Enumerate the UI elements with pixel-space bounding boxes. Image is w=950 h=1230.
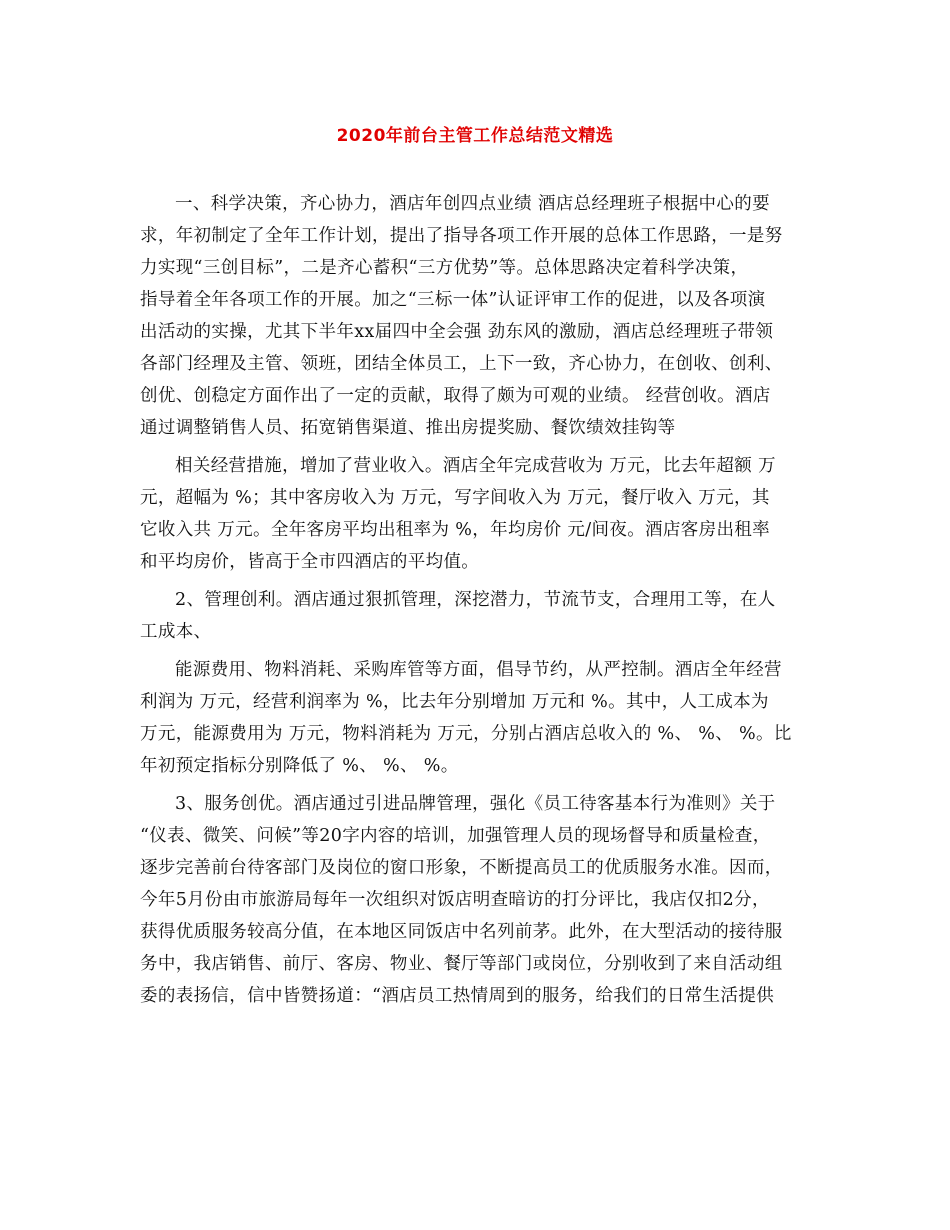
- document-body: [140, 188, 820, 1012]
- text-line: 获得优质服务较高分值，在本地区同饭店中名列前茅。此外，在大型活动的接待服: [140, 922, 783, 942]
- text-line: 各部门经理及主管、领班，团结全体员工，上下一致，齐心协力，在创收、创利、: [140, 354, 783, 374]
- text-line: “仪表、微笑、问候”等20字内容的培训，加强管理人员的现场督导和质量检查，: [140, 826, 771, 846]
- text-line: 一、科学决策，齐心协力，酒店年创四点业绩 酒店总经理班子根据中心的要: [175, 194, 770, 214]
- text-line: 今年5月份由市旅游局每年一次组织对饭店明查暗访的打分评比，我店仅扣2分，: [140, 890, 770, 910]
- text-line: 和平均房价，皆高于全市四酒店的平均值。: [140, 552, 480, 572]
- text-line: 求，年初制定了全年工作计划，提出了指导各项工作开展的总体工作思路，一是努: [140, 226, 783, 246]
- text-line: 务中，我店销售、前厅、客房、物业、餐厅等部门或岗位，分别收到了来自活动组: [140, 954, 783, 974]
- text-line: 利润为 万元，经营利润率为 %，比去年分别增加 万元和 %。其中，人工成本为: [140, 692, 769, 712]
- document-title: 2020年前台主管工作总结范文精选: [336, 126, 614, 146]
- text-line: 3、服务创优。酒店通过引进品牌管理，强化《员工待客基本行为准则》关于: [175, 794, 776, 814]
- text-line: 相关经营措施，增加了营业收入。酒店全年完成营收为 万元，比去年超额 万: [175, 456, 776, 476]
- text-line: 出活动的实操，尤其下半年xx届四中全会强 劲东风的激励，酒店总经理班子带领: [140, 322, 774, 342]
- text-line: 力实现“三创目标”，二是齐心蓄积“三方优势”等。总体思路决定着科学决策，: [140, 258, 749, 278]
- text-line: 万元，能源费用为 万元，物料消耗为 万元，分别占酒店总收入的 %、 %、 %。比: [140, 724, 792, 744]
- text-line: 年初预定指标分别降低了 %、 %、 %。: [140, 756, 459, 776]
- text-line: 创优、创稳定方面作出了一定的贡献，取得了颇为可观的业绩。 经营创收。酒店: [140, 386, 771, 406]
- text-line: 委的表扬信，信中皆赞扬道：“酒店员工热情周到的服务，给我们的日常生活提供: [140, 986, 775, 1006]
- text-line: 元，超幅为 %；其中客房收入为 万元，写字间收入为 万元，餐厅收入 万元，其: [140, 488, 770, 508]
- text-line: 工成本、: [140, 622, 212, 642]
- text-line: 逐步完善前台待客部门及岗位的窗口形象，不断提高员工的优质服务水准。因而，: [140, 858, 783, 878]
- text-line: 2、管理创利。酒店通过狠抓管理，深挖潜力，节流节支，合理用工等，在人: [175, 590, 776, 610]
- text-line: 指导着全年各项工作的开展。加之“三标一体”认证评审工作的促进，以及各项演: [140, 290, 766, 310]
- text-line: 通过调整销售人员、拓宽销售渠道、推出房提奖励、餐饮绩效挂钩等: [140, 418, 676, 438]
- text-line: 能源费用、物料消耗、采购库管等方面，倡导节约，从严控制。酒店全年经营: [175, 660, 782, 680]
- text-line: 它收入共 万元。全年客房平均出租率为 %，年均房价 元/间夜。酒店客房出租率: [140, 520, 771, 540]
